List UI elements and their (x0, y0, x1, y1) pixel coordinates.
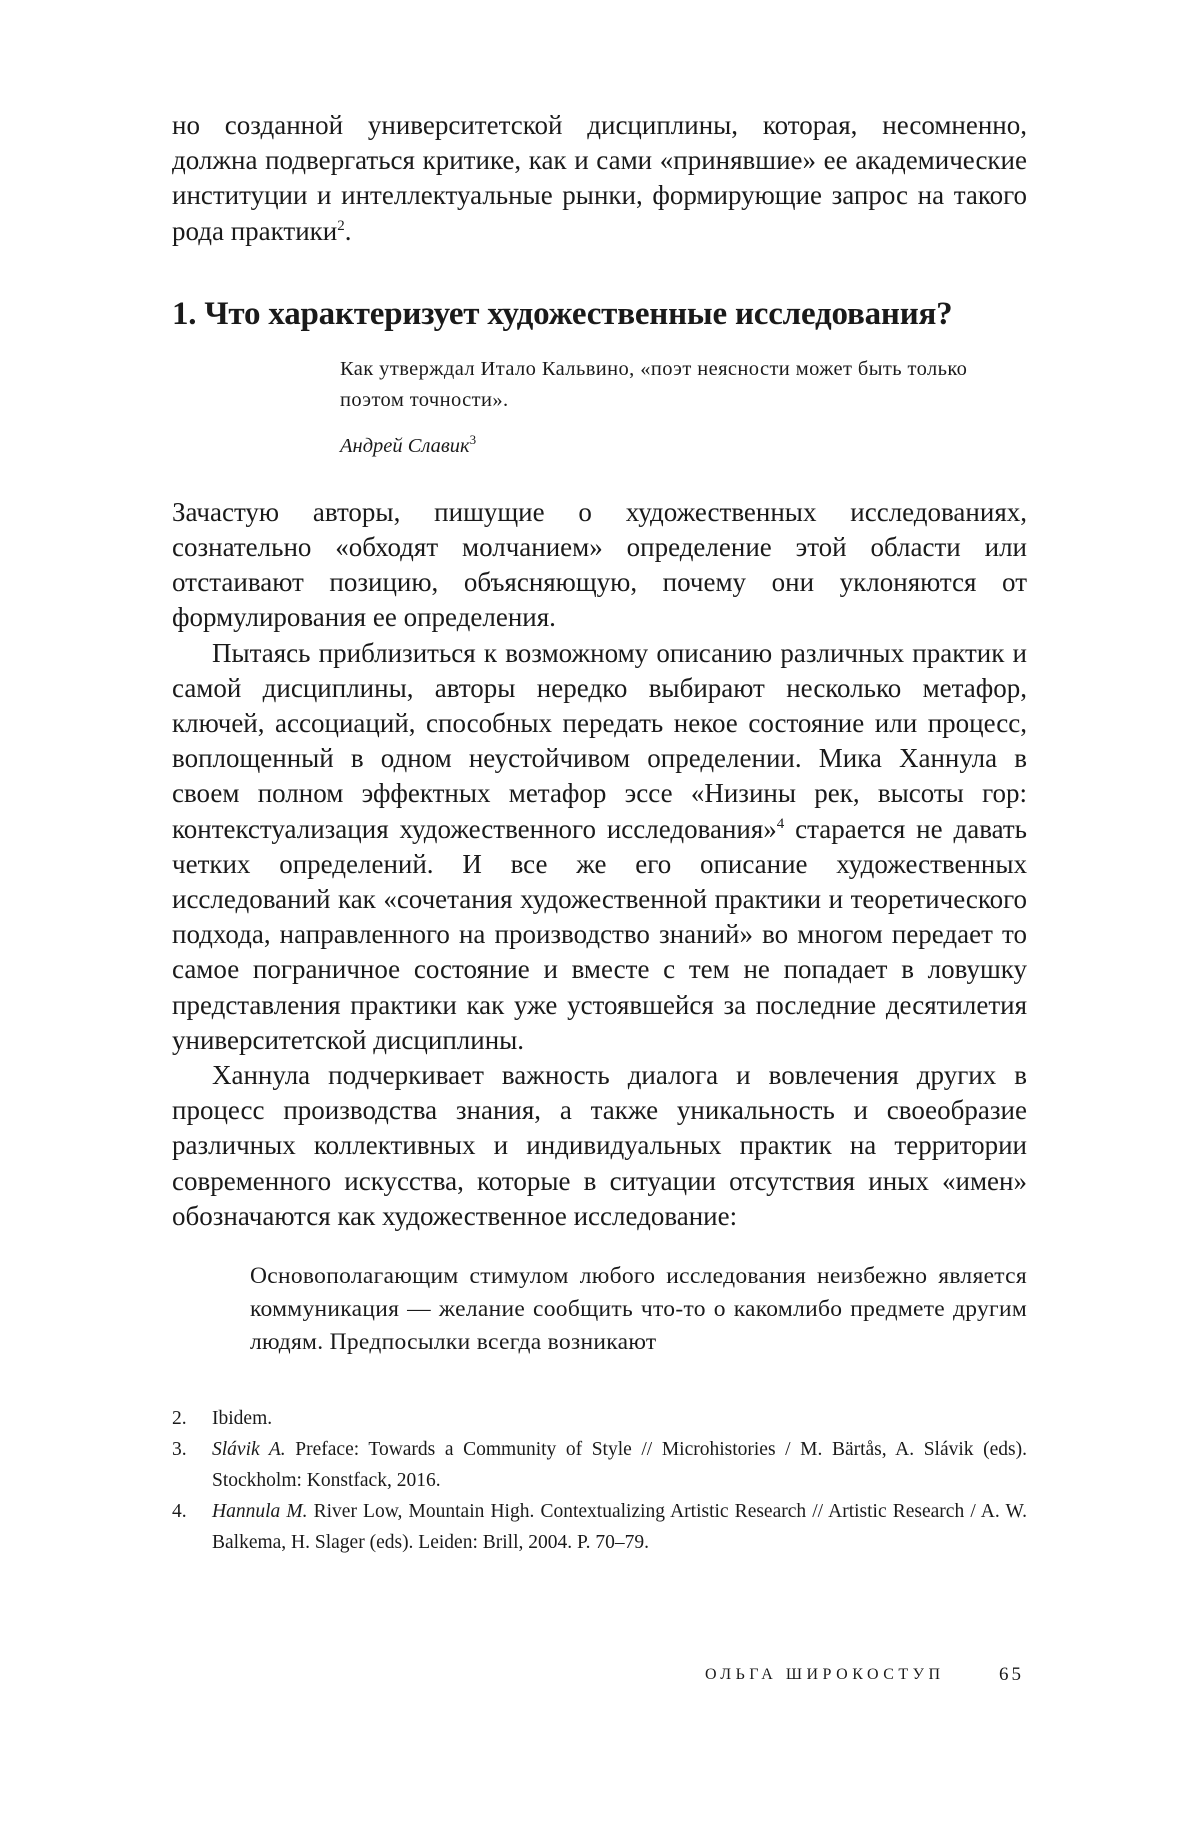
paragraph-3: Ханнула подчеркивает важность диалога и вовлечения других в процесс производства знания, а также уникальность и своеобразие различных коллективных и индивидуальных практик на территории современного искусства, которые в ситуации отсутствия иных «имен» обозначаются как художественное исследование: (172, 1060, 1027, 1231)
block-quote: Основополагающим стимулом любого исследования неизбежно является коммуникация — желание сообщить что-то о какомлибо предмете другим людям. Предпосылки всегда возникают (250, 1263, 1027, 1356)
paragraph-2-end: старается не давать четких определений. И все же его описание художественных исследований как «сочетания художественной практики и теоретического подхода, направленного на производство знаний» во многом передает то самое пограничное состояние и вместе с тем не попадает в ловушку представления практики как уже устоявшейся за последние десятилетия университетской дисциплины. (172, 813, 1027, 1055)
footnote-number: 2. (172, 1408, 187, 1430)
footnote-item (172, 1496, 1027, 1558)
footnote-ref-3[interactable]: 3 (469, 431, 477, 447)
paragraph-2 (172, 636, 1027, 1058)
epigraph-text: Как утверждал Итало Кальвино, «поэт неясности может быть только поэтом точности». (340, 357, 968, 411)
section-heading: 1. Что характеризует художественные исследования? (172, 295, 953, 332)
footnote-text: River Low, Mountain High. Contextualizing Artistic Research // Artistic Research / A. W. Balkema, H. Slager (eds). Leiden: Brill, 2004. P. 70–79. (212, 1501, 1027, 1554)
lead-paragraph-end: . (344, 215, 352, 246)
lead-paragraph-text: но созданной университетской дисциплины, которая, несомненно, должна подвергаться критике, как и сами «принявшие» ее академические институции и интеллектуальные рынки, формирующие запрос на такого рода практики (172, 110, 1027, 246)
footnote-item (172, 1403, 1027, 1434)
footnote-author: Hannula M. (212, 1501, 308, 1523)
footnote-text: Ibidem. (212, 1408, 273, 1430)
paragraph-1: Зачастую авторы, пишущие о художественных исследованиях, сознательно «обходят молчанием» определение этой области или отстаивают позицию, объясняющую, почему они уклоняются от формулирования ее определения. (172, 496, 1027, 633)
footnote-number: 4. (172, 1501, 187, 1523)
footnote-author: Slávik A. (212, 1439, 286, 1461)
epigraph (340, 354, 1020, 461)
paragraph-2-start: Пытаясь приблизиться к возможному описанию различных практик и самой дисциплины, авторы нередко выбирают несколько метафор, ключей, ассоциаций, способных передать некое состояние или процесс, воплощенный в одном неустойчивом определении. Мика Ханнула в своем полном эффектных метафор эссе «Низины рек, высоты гор: контекстуализация художественного исследования» (172, 637, 1027, 844)
footnote-text: Preface: Towards a Community of Style // Microhistories / M. Bärtås, A. Slávik (eds). Stockholm: Konstfack, 2016. (212, 1439, 1027, 1492)
running-footer (705, 1663, 1025, 1687)
footnote-ref-4[interactable]: 4 (776, 815, 785, 832)
footnotes-list (172, 1403, 1027, 1558)
footnote-number: 3. (172, 1439, 187, 1461)
page-content (172, 108, 1027, 1558)
epigraph-author (340, 431, 1020, 461)
lead-paragraph (172, 108, 1027, 249)
epigraph-author-name: Андрей Славик (340, 434, 470, 457)
footnote-ref-2[interactable]: 2 (337, 217, 345, 234)
footnote-item (172, 1434, 1027, 1496)
page-number: 65 (999, 1664, 1024, 1685)
running-title: ОЛЬГА ШИРОКОСТУП (705, 1666, 945, 1683)
